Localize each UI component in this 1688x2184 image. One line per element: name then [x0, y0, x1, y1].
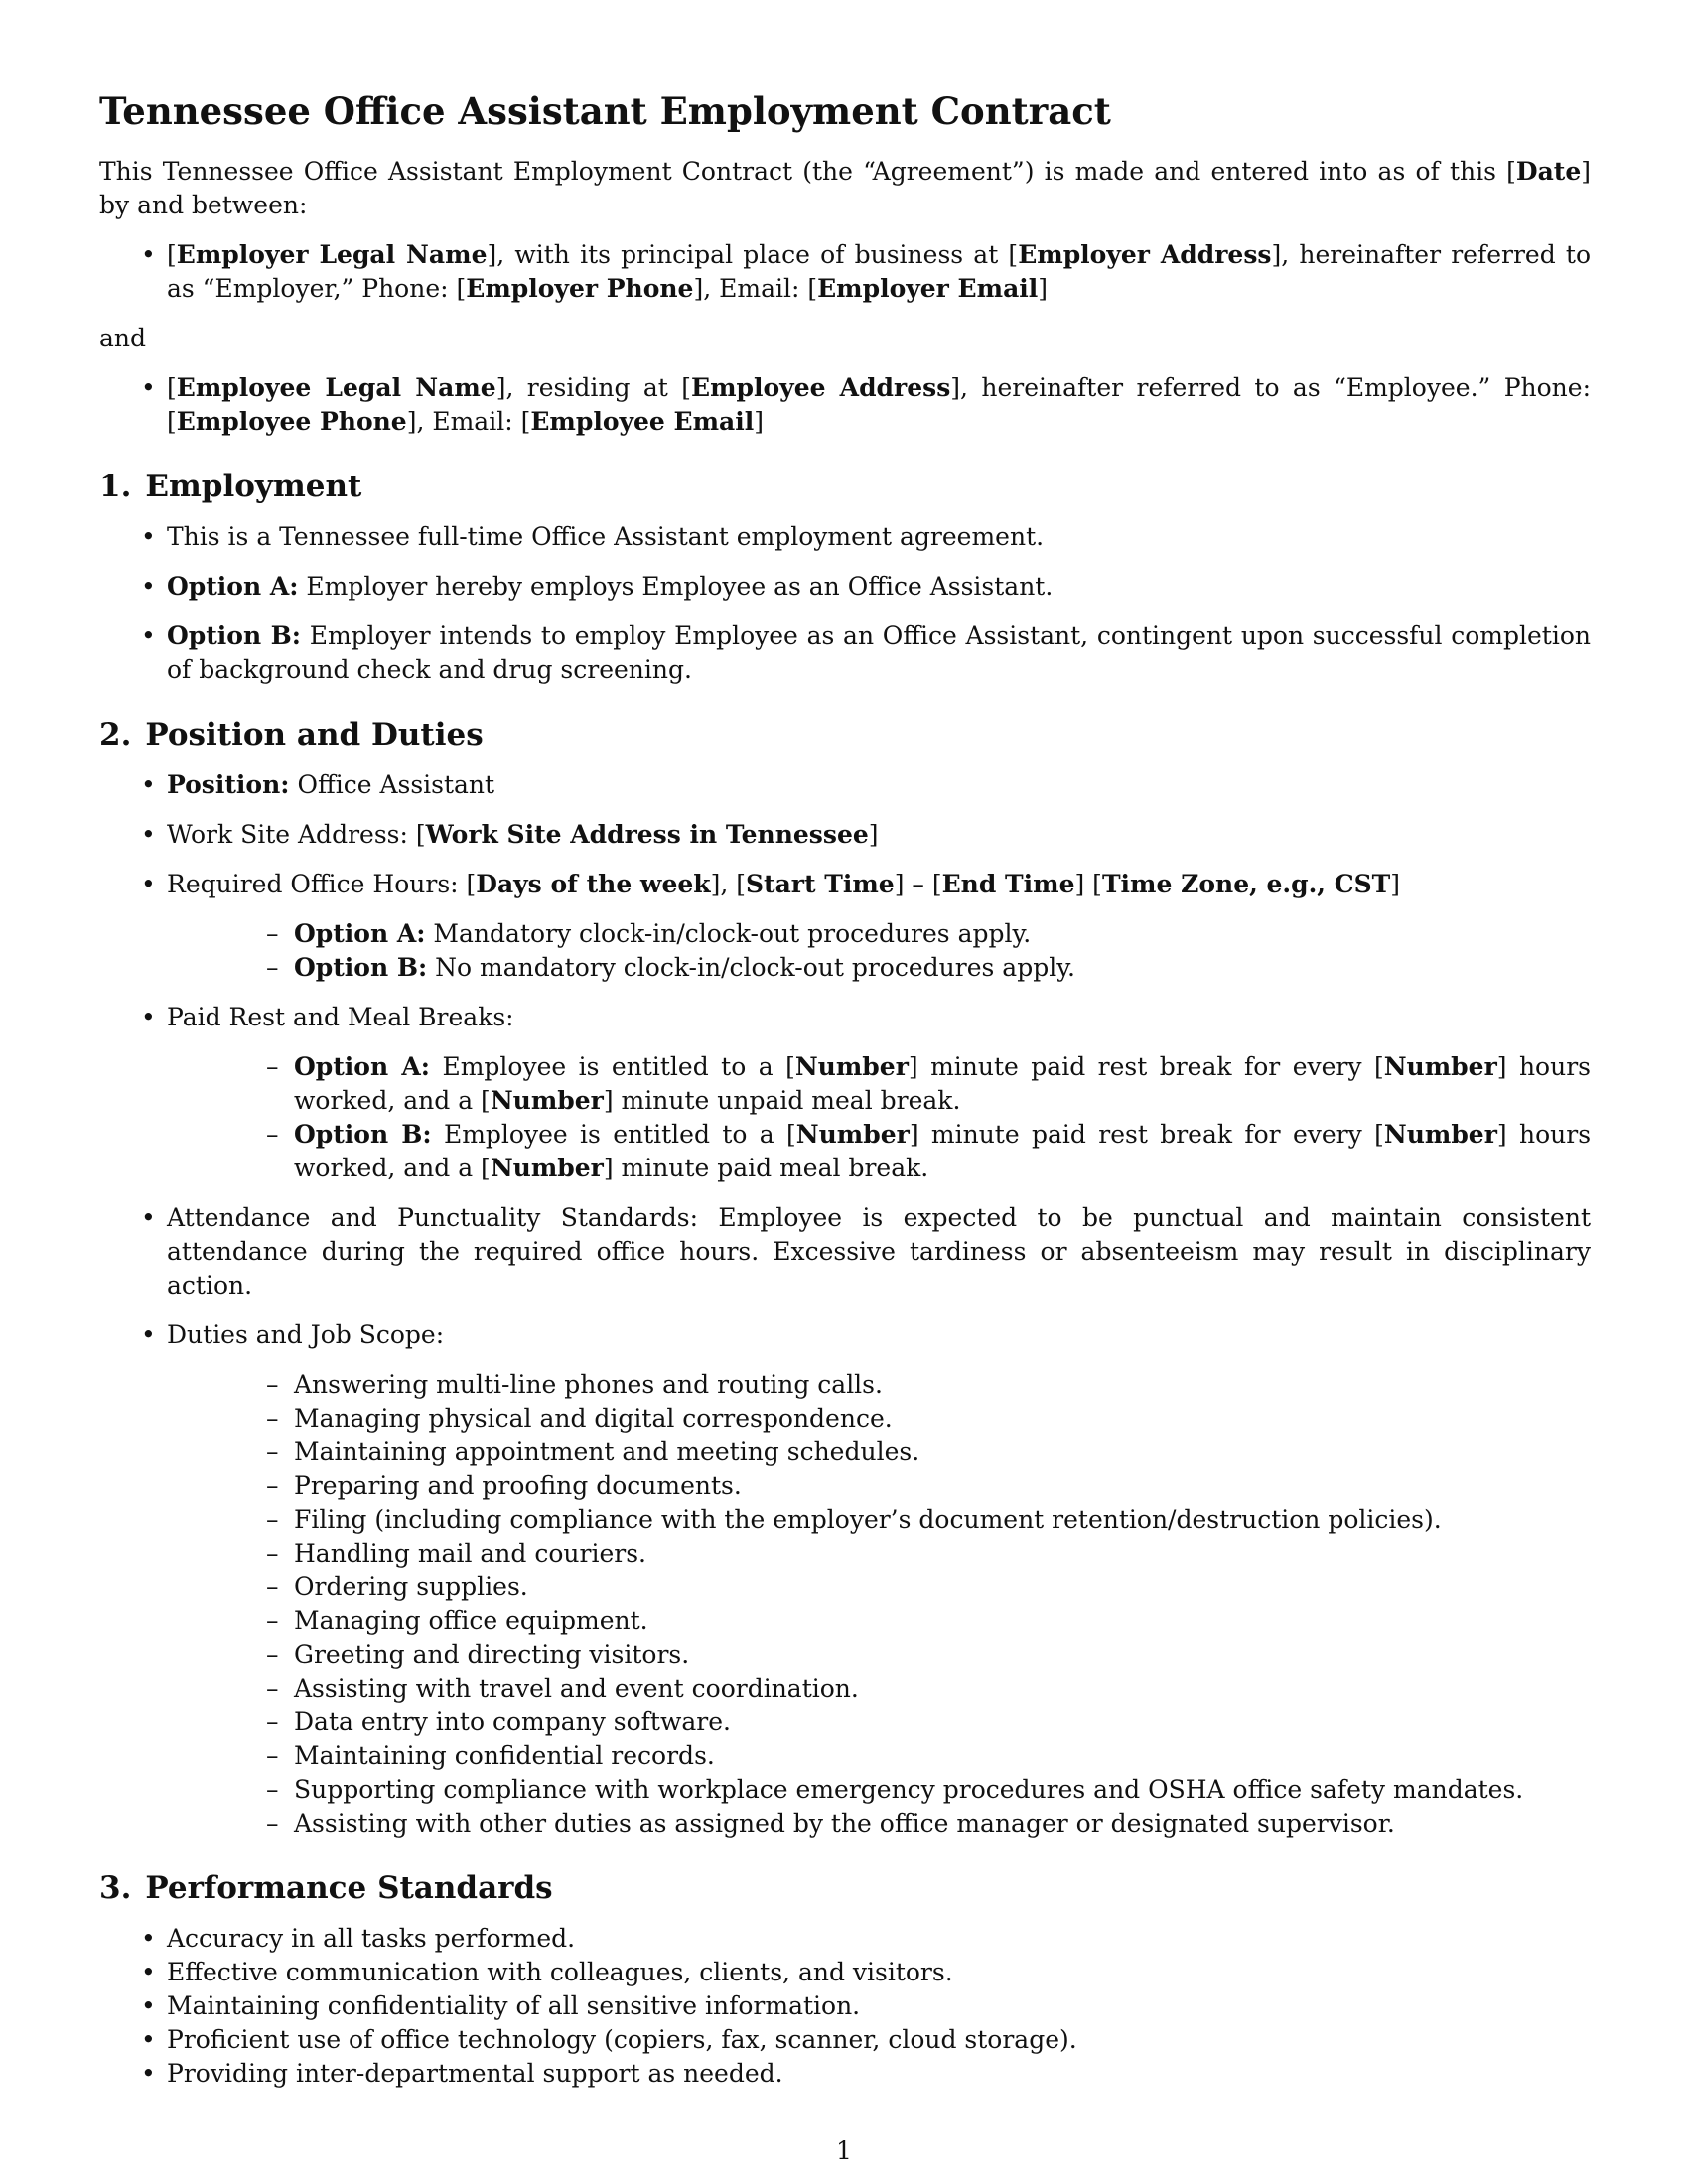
and-conjunction: and	[99, 324, 147, 352]
list-item: • Option B: Employer intends to employ Employee as an Office Assistant, contingent upon successful completion of background check and drug screening.	[99, 619, 1591, 687]
list-item: • Accuracy in all tasks performed.	[99, 1922, 1591, 1956]
worksite-placeholder: Work Site Address in Tennessee	[425, 820, 869, 849]
employer-name-placeholder: Employer Legal Name	[176, 240, 488, 269]
list-item: – Ordering supplies.	[167, 1570, 1591, 1604]
employee-email-placeholder: Employee Email	[530, 407, 755, 436]
list-item: – Preparing and proofing documents.	[167, 1469, 1591, 1503]
duties-list	[167, 1368, 1591, 1841]
list-item: • [Employee Legal Name], residing at [Employee Address], hereinafter referred to as “Employee.” Phone: [Employee Phone], Email: [Employee Email]	[99, 371, 1591, 439]
performance-list	[99, 1922, 1591, 2091]
employer-email-placeholder: Employer Email	[817, 274, 1039, 303]
list-item: • Option A: Employer hereby employs Employee as an Office Assistant.	[99, 570, 1591, 604]
section-heading-performance: 3. Performance Standards	[99, 1870, 553, 1906]
list-item: – Managing physical and digital correspondence.	[167, 1402, 1591, 1435]
employee-party	[99, 371, 1591, 439]
employee-name-placeholder: Employee Legal Name	[176, 373, 496, 402]
list-item: • Paid Rest and Meal Breaks: – Option A: Employee is entitled to a [Number] minute paid rest break for every [Number] hours worked, and a [Number] minute unpaid meal break. – Option B: Employee is entitled to a [Number] minute paid rest break for every [Number] hours worked, and a [Number] minute paid meal break.	[99, 1001, 1591, 1185]
list-item: – Option A: Mandatory clock-in/clock-out procedures apply.	[167, 917, 1591, 951]
employment-list	[99, 520, 1591, 687]
list-item: • Maintaining confidentiality of all sensitive information.	[99, 1989, 1591, 2023]
break-options	[167, 1050, 1591, 1185]
list-item: – Option B: Employee is entitled to a [Number] minute paid rest break for every [Number] hours worked, and a [Number] minute paid meal break.	[167, 1118, 1591, 1185]
employee-phone-placeholder: Employee Phone	[176, 407, 407, 436]
list-item: – Option B: No mandatory clock-in/clock-out procedures apply.	[167, 951, 1591, 985]
list-item: – Maintaining appointment and meeting schedules.	[167, 1435, 1591, 1469]
intro-paragraph: This Tennessee Office Assistant Employment Contract (the “Agreement”) is made and entered into as of this [Date] by and between:	[99, 157, 1591, 219]
list-item: • Position: Office Assistant	[99, 768, 1591, 802]
list-item: • Work Site Address: [Work Site Address in Tennessee]	[99, 818, 1591, 852]
document-title: Tennessee Office Assistant Employment Contract	[99, 89, 1111, 133]
list-item: – Answering multi-line phones and routing calls.	[167, 1368, 1591, 1402]
list-item: – Managing office equipment.	[167, 1604, 1591, 1638]
list-item: – Option A: Employee is entitled to a [Number] minute paid rest break for every [Number] hours worked, and a [Number] minute unpaid meal break.	[167, 1050, 1591, 1118]
list-item: – Assisting with travel and event coordination.	[167, 1672, 1591, 1706]
employer-phone-placeholder: Employer Phone	[466, 274, 694, 303]
list-item: – Data entry into company software.	[167, 1706, 1591, 1739]
list-item: – Handling mail and couriers.	[167, 1537, 1591, 1570]
employer-address-placeholder: Employer Address	[1018, 240, 1272, 269]
employee-address-placeholder: Employee Address	[691, 373, 951, 402]
position-list	[99, 768, 1591, 1841]
employer-party	[99, 238, 1591, 306]
list-item: – Filing (including compliance with the employer’s document retention/destruction policies).	[167, 1503, 1591, 1537]
list-item: – Greeting and directing visitors.	[167, 1638, 1591, 1672]
section-heading-position: 2. Position and Duties	[99, 717, 484, 752]
list-item: • This is a Tennessee full-time Office Assistant employment agreement.	[99, 520, 1591, 554]
list-item: • Duties and Job Scope: – Answering multi-line phones and routing calls. – Managing physical and digital correspondence. – Maintaining appointment and meeting schedules. – Preparing and proofing documents. – Filing (including compliance with the employer’s document retention/destruction policies). – Handling mail and couriers. – Ordering supplies. – Managing office equipment. – Greeting and directing visitors. – Assisting with travel and event coordination. – Data entry into company software. – Maintaining confidential records. – Supporting compliance with workplace emergency procedures and OSHA office safety mandates. – Assisting with other duties as assigned by the office manager or designated supervisor.	[99, 1318, 1591, 1841]
page-number: 1	[836, 2136, 852, 2165]
list-item: • Effective communication with colleagues, clients, and visitors.	[99, 1956, 1591, 1989]
list-item: – Assisting with other duties as assigned by the office manager or designated supervisor.	[167, 1807, 1591, 1841]
list-item: • Required Office Hours: [Days of the week], [Start Time] – [End Time] [Time Zone, e.g., CST] – Option A: Mandatory clock-in/clock-out procedures apply. – Option B: No mandatory clock-in/clock-out procedures apply.	[99, 868, 1591, 985]
list-item: – Maintaining confidential records.	[167, 1739, 1591, 1773]
document-page	[99, 85, 1591, 2091]
clock-options	[167, 917, 1591, 985]
list-item: – Supporting compliance with workplace emergency procedures and OSHA office safety mandates.	[167, 1773, 1591, 1807]
list-item: • Providing inter-departmental support as needed.	[99, 2057, 1591, 2091]
date-placeholder: Date	[1515, 157, 1582, 186]
section-heading-employment: 1. Employment	[99, 469, 362, 504]
list-item: • Attendance and Punctuality Standards: Employee is expected to be punctual and maintain consistent attendance during the required office hours. Excessive tardiness or absenteeism may result in disciplinary action.	[99, 1201, 1591, 1302]
list-item: • [Employer Legal Name], with its principal place of business at [Employer Address], hereinafter referred to as “Employer,” Phone: [Employer Phone], Email: [Employer Email]	[99, 238, 1591, 306]
list-item: • Proficient use of office technology (copiers, fax, scanner, cloud storage).	[99, 2023, 1591, 2057]
